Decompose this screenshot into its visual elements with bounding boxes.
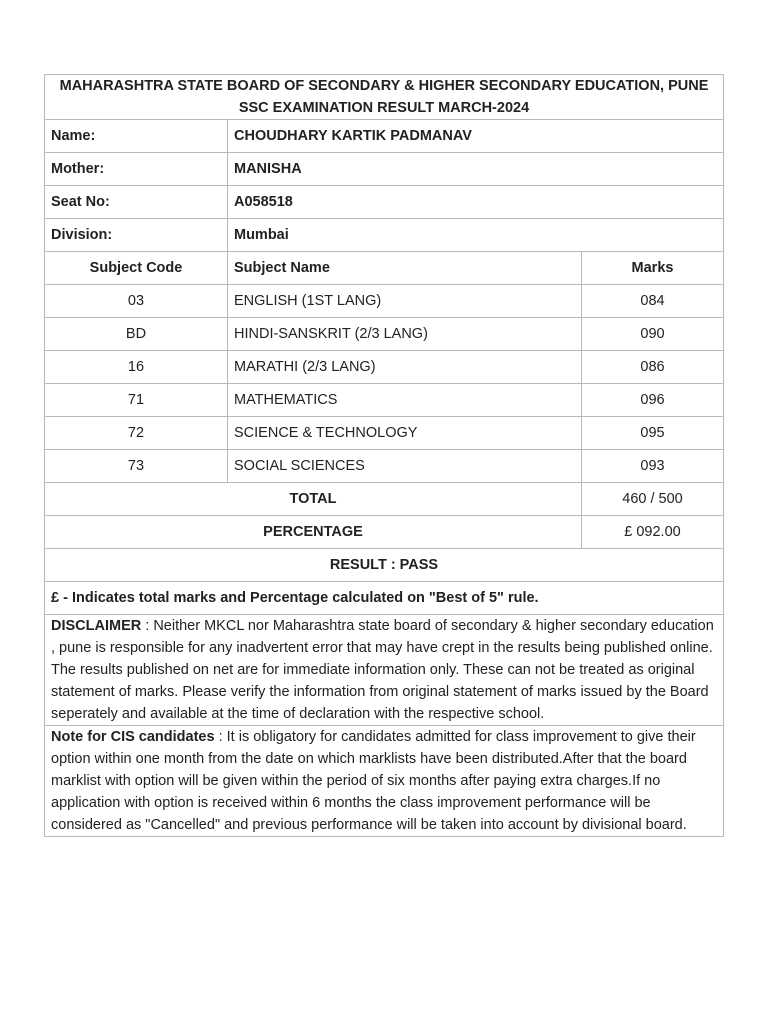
subject-code: 71	[45, 384, 228, 417]
subject-name: SOCIAL SCIENCES	[228, 450, 582, 483]
division-label: Division:	[45, 219, 228, 252]
division-row	[45, 219, 724, 252]
name-label: Name:	[45, 120, 228, 153]
subject-name: SCIENCE & TECHNOLOGY	[228, 417, 582, 450]
subject-code: BD	[45, 318, 228, 351]
result-table	[44, 74, 724, 837]
disclaimer-row	[45, 615, 724, 726]
subject-name: MARATHI (2/3 LANG)	[228, 351, 582, 384]
mother-value: MANISHA	[228, 153, 724, 186]
subject-name: MATHEMATICS	[228, 384, 582, 417]
subject-name-header: Subject Name	[228, 252, 582, 285]
percentage-label: PERCENTAGE	[45, 516, 582, 549]
board-header	[45, 75, 724, 120]
name-row	[45, 120, 724, 153]
subject-marks: 095	[582, 417, 724, 450]
cis-note-text: : It is obligatory for candidates admitted for class improvement to give their option within one month from the date on which marklists have been distributed.After that the board marklist with option will be given within the period of six months after paying extra charges.If no application with option is received within 6 months the class improvement performance will be considered as "Cancelled" and previous performance will be taken into account by divisional board.	[51, 729, 696, 833]
cis-note	[45, 726, 724, 837]
board-title: MAHARASHTRA STATE BOARD OF SECONDARY & HIGHER SECONDARY EDUCATION, PUNE	[59, 78, 709, 94]
subject-code: 03	[45, 285, 228, 318]
cis-note-row	[45, 726, 724, 837]
result-row	[45, 549, 724, 582]
total-label: TOTAL	[45, 483, 582, 516]
disclaimer-note	[45, 615, 724, 726]
subject-marks: 084	[582, 285, 724, 318]
subject-row	[45, 450, 724, 483]
subject-code-header: Subject Code	[45, 252, 228, 285]
seat-row	[45, 186, 724, 219]
subject-code: 16	[45, 351, 228, 384]
disclaimer-label: DISCLAIMER	[51, 618, 142, 634]
name-value: CHOUDHARY KARTIK PADMANAV	[228, 120, 724, 153]
subject-name: ENGLISH (1ST LANG)	[228, 285, 582, 318]
disclaimer-text: : Neither MKCL nor Maharashtra state board of secondary & higher secondary education , pune is responsible for any inadvertent error that may have crept in the results being published online. The results published on net are for immediate information only. These can not be treated as original statement of marks. Please verify the information from original statement of marks issued by the Board seperately and available at the time of declaration with the respective school.	[51, 618, 714, 722]
total-row	[45, 483, 724, 516]
subject-row	[45, 318, 724, 351]
subject-name: HINDI-SANSKRIT (2/3 LANG)	[228, 318, 582, 351]
division-value: Mumbai	[228, 219, 724, 252]
percentage-row	[45, 516, 724, 549]
subject-row	[45, 384, 724, 417]
footnote-row	[45, 582, 724, 615]
total-value: 460 / 500	[582, 483, 724, 516]
subject-marks: 086	[582, 351, 724, 384]
best-of-five-footnote: £ - Indicates total marks and Percentage calculated on "Best of 5" rule.	[45, 582, 724, 615]
exam-title: SSC EXAMINATION RESULT MARCH-2024	[238, 100, 530, 116]
subject-marks: 090	[582, 318, 724, 351]
mother-label: Mother:	[45, 153, 228, 186]
marks-header: Marks	[582, 252, 724, 285]
result-status: RESULT : PASS	[45, 549, 724, 582]
seat-value: A058518	[228, 186, 724, 219]
subject-row	[45, 351, 724, 384]
percentage-value: £ 092.00	[582, 516, 724, 549]
seat-label: Seat No:	[45, 186, 228, 219]
cis-note-label: Note for CIS candidates	[51, 729, 215, 745]
subject-row	[45, 285, 724, 318]
subject-row	[45, 417, 724, 450]
subject-marks: 093	[582, 450, 724, 483]
header-row	[45, 75, 724, 120]
subject-code: 73	[45, 450, 228, 483]
column-header-row	[45, 252, 724, 285]
mother-row	[45, 153, 724, 186]
subject-marks: 096	[582, 384, 724, 417]
subject-code: 72	[45, 417, 228, 450]
